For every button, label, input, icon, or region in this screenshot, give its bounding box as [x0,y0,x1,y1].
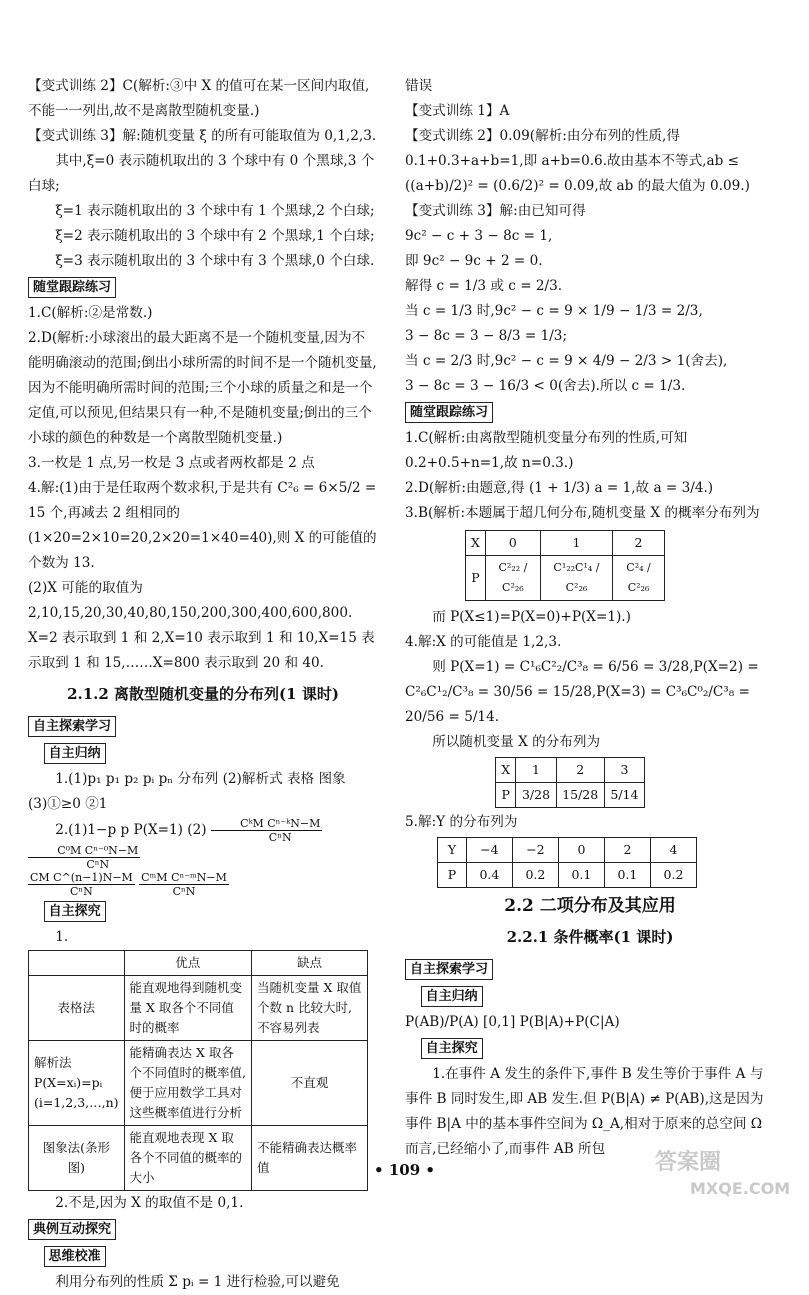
summary-2-formulas [28,871,378,898]
practice-3: 3.一枚是 1 点,另一枚是 3 点或者两枚都是 2 点 [28,455,315,471]
table-cell: −2 [512,838,558,863]
section-tag-calibrate: 思维校准 [44,1246,106,1267]
practice-3: 3.B(解析:本题属于超几何分布,随机变量 X 的概率分布列为 [405,505,760,521]
table-cell: 2 [604,838,650,863]
equation-line: 3 − 8c = 3 − 16/3 < 0(舍去).所以 c = 1/3. [405,378,686,394]
section-tag-practice: 随堂跟踪练习 [28,277,116,298]
table-cell: 0 [485,531,540,556]
table-cell: 图象法(条形图) [29,1126,125,1191]
practice-4-part2: (2)X 可能的取值为 2,10,15,20,30,40,80,150,200,300,400,600,800. X=2 表示取到 1 和 2,X=10 表示取到 1 和 10,X=15 表示取到 1 和 15,……X=800 表示取到 20 和 40. [28,580,375,671]
table-cell: 能直观地得到随机变量 X 取各个不同值时的概率 [124,976,251,1041]
table-cell: 能直观地表现 X 取各个不同值的概率的大小 [124,1126,251,1191]
section-tag-explore: 自主探究 [421,1038,483,1059]
formula-1-den: CⁿN [211,830,322,844]
table-cell: 0.1 [604,863,650,888]
formula-2 [28,844,140,871]
table-cell: 表格法 [29,976,125,1041]
explore-1: 1.在事件 A 发生的条件下,事件 B 发生等价于事件 A 与事件 B 同时发生,即 AB 发生.但 P(B|A) ≠ P(AB),这是因为事件 B|A 中的基本事件空间为 Ω_A,相对于原来的总空间 Ω 而言,已经缩小了,而事件 AB 所包 [405,1066,764,1157]
practice-2: 2.D(解析:小球滚出的最大距离不是一个随机变量,因为不能明确滚动的范围;倒出小球所需的时间不是一个随机变量,因为不能明确所需时间的范围;三个小球的质量之和是一个定值,可以预见,但结果只有一种,不是随机变量;倒出的三个小球的颜色的种数是一个离散型随机变量.) [28,330,377,446]
practice-4-calc: 则 P(X=1) = C¹₆C²₂/C³₈ = 6/56 = 3/28,P(X=2) = C²₆C¹₂/C³₈ = 30/56 = 15/28,P(X=3) = C³₆C⁰₂/C³₈ = 20/56 = 5/14. [405,659,759,725]
equation-line: 3 − 8c = 3 − 8/3 = 1/3; [405,328,568,344]
practice-4: 4.解:(1)由于是任取两个数求积,于是共有 C²₆ = 6×5/2 = 15 个,再减去 2 组相同的(1×20=2×10=20,2×20=1×40=40),则 X 的可能值的个数为 13. [28,480,377,571]
table-row [496,783,645,808]
formula-4 [139,871,229,898]
table-cell: 解析法 P(X=xᵢ)=pᵢ (i=1,2,3,…,n) [29,1041,125,1126]
table-cell: 4 [650,838,696,863]
table-cell: 15/28 [556,783,604,808]
summary-2-text: 2.(1)1−p p P(X=1) (2) [55,822,207,838]
section-title-2-2-1: 2.2.1 条件概率(1 课时) [506,928,674,946]
section-tag-self-study: 自主探索学习 [405,959,493,980]
xi-0-line: 其中,ξ=0 表示随机取出的 3 个球中有 0 个黑球,3 个白球; [28,153,375,194]
formula-4-num: CᵐM Cⁿ⁻ᵐN−M [141,871,227,884]
section-tag-practice: 随堂跟踪练习 [405,402,493,423]
variant-2-answer: 【变式训练 2】0.09(解析:由分布列的性质,得 0.1+0.3+a+b=1,即 a+b=0.6.故由基本不等式,ab ≤ ((a+b)/2)² = (0.6/2)² = 0.09,故 ab 的最大值为 0.09.) [405,128,750,194]
practice-3-end: 而 P(X≤1)=P(X=0)+P(X=1).) [432,609,631,625]
xi-2-line: ξ=2 表示随机取出的 3 个球中有 2 个黑球,1 个白球; [55,228,375,244]
table-cell: X [496,758,516,783]
variant-2-answer: 【变式训练 2】C(解析:③中 X 的值可在某一区间内取值,不能一一列出,故不是离散型随机变量.) [28,78,370,119]
table-cell: 2 [556,758,604,783]
summary-formula: P(AB)/P(A) [0,1] P(B|A)+P(C|A) [405,1014,620,1030]
explore-1: 1. [55,929,69,945]
table-cell: 3 [604,758,644,783]
table-cell: 0.2 [650,863,696,888]
continued-text: 错误 [405,78,433,94]
summary-1: 1.(1)p₁ p₁ p₂ pᵢ pₙ 分布列 (2)解析式 表格 图象 (3)①≥0 ②1 [28,771,346,812]
table-cell: 0.4 [466,863,512,888]
section-title-2-1-2: 2.1.2 离散型随机变量的分布列(1 课时) [67,685,339,703]
left-column [28,74,378,1295]
table-cell: 2 [613,531,665,556]
practice-4-result: 所以随机变量 X 的分布列为 [432,734,601,750]
watermark-url: MXQE.COM [690,1179,791,1198]
formula-3 [28,871,135,898]
table-cell: −4 [466,838,512,863]
page-number: • 109 • [374,1161,435,1179]
formula-3-den: CⁿN [28,884,135,898]
methods-table [28,950,368,1191]
variant-3-answer: 【变式训练 3】解:随机变量 ξ 的所有可能取值为 0,1,2,3. [28,128,377,144]
equation-line: 9c² − c + 3 − 8c = 1, [405,228,553,244]
table-row [438,838,697,863]
table-cell: P [496,783,516,808]
section-tag-summary: 自主归纳 [421,986,483,1007]
formula-2-num: C⁰M Cⁿ⁻⁰N−M [57,844,139,857]
table-cell: C²₄ / C²₂₆ [613,556,665,601]
xi-3-line: ξ=3 表示随机取出的 3 个球中有 3 个黑球,0 个白球. [55,253,375,269]
table-cell: 0.1 [558,863,604,888]
table-cell: 缺点 [252,951,368,976]
section-tag-self-study: 自主探索学习 [28,716,116,737]
table-cell: 优点 [124,951,251,976]
table-cell: P [438,863,467,888]
table-row [29,976,368,1041]
table-cell: 3/28 [516,783,556,808]
variant-3-answer: 【变式训练 3】解:由已知可得 [405,203,586,219]
distribution-table [495,757,645,808]
xi-1-line: ξ=1 表示随机取出的 3 个球中有 1 个黑球,2 个白球; [55,203,375,219]
table-cell: X [466,531,486,556]
table-cell: Y [438,838,467,863]
table-cell: 1 [516,758,556,783]
calibrate-text: 利用分布列的性质 Σ pᵢ = 1 进行检验,可以避免 [55,1274,340,1290]
formula-1 [211,817,322,844]
formula-2-den: CⁿN [28,857,140,871]
hypergeometric-table [465,530,665,601]
table-cell: 当随机变量 X 取值个数 n 比较大时,不容易列表 [252,976,368,1041]
equation-line: 即 9c² − 9c + 2 = 0. [405,253,543,269]
equation-line: 当 c = 2/3 时,9c² − c = 9 × 4/9 − 2/3 > 1(舍去), [405,353,728,369]
formula-1-num: CᵏM Cⁿ⁻ᵏN−M [240,817,321,830]
practice-1: 1.C(解析:②是常数.) [28,305,153,321]
table-row [496,758,645,783]
table-cell: 0.2 [512,863,558,888]
y-distribution-table [437,837,697,888]
practice-2: 2.D(解析:由题意,得 (1 + 1/3) a = 1,故 a = 3/4.) [405,480,714,496]
equation-line: 当 c = 1/3 时,9c² − c = 9 × 1/9 − 1/3 = 2/3, [405,303,703,319]
right-column [405,74,775,1162]
table-cell: C²₂₂ / C²₂₆ [485,556,540,601]
table-cell: 能精确表达 X 取各个不同值时的概率值,便于应用数学工具对这些概率值进行分析 [124,1041,251,1126]
table-cell: 不直观 [252,1041,368,1126]
table-cell: 0 [558,838,604,863]
section-tag-examples: 典例互动探究 [28,1219,116,1240]
practice-4: 4.解:X 的可能值是 1,2,3. [405,634,562,650]
table-row [466,556,665,601]
table-cell: P [466,556,486,601]
section-tag-summary: 自主归纳 [44,743,106,764]
variant-1-answer: 【变式训练 1】A [405,103,510,119]
section-title-2-2: 2.2 二项分布及其应用 [504,896,676,916]
table-row [29,951,368,976]
equation-line: 解得 c = 1/3 或 c = 2/3. [405,278,563,294]
explore-2: 2.不是,因为 X 的取值不是 0,1. [55,1195,244,1211]
table-cell: 5/14 [604,783,644,808]
watermark-logo: 答案圈 [655,1150,722,1175]
table-row [466,531,665,556]
table-cell: C¹₂₂C¹₄ / C²₂₆ [540,556,612,601]
table-row [438,863,697,888]
summary-2 [28,817,378,871]
table-row [29,1041,368,1126]
section-tag-explore: 自主探究 [44,901,106,922]
table-cell: 1 [540,531,612,556]
table-cell [29,951,125,976]
formula-3-num: CM C^(n−1)N−M [30,871,133,884]
practice-1: 1.C(解析:由离散型随机变量分布列的性质,可知 0.2+0.5+n=1,故 n=0.3.) [405,430,688,471]
practice-5: 5.解:Y 的分布列为 [405,814,518,830]
formula-4-den: CⁿN [139,884,229,898]
table-cell: 不能精确表达概率值 [252,1126,368,1191]
